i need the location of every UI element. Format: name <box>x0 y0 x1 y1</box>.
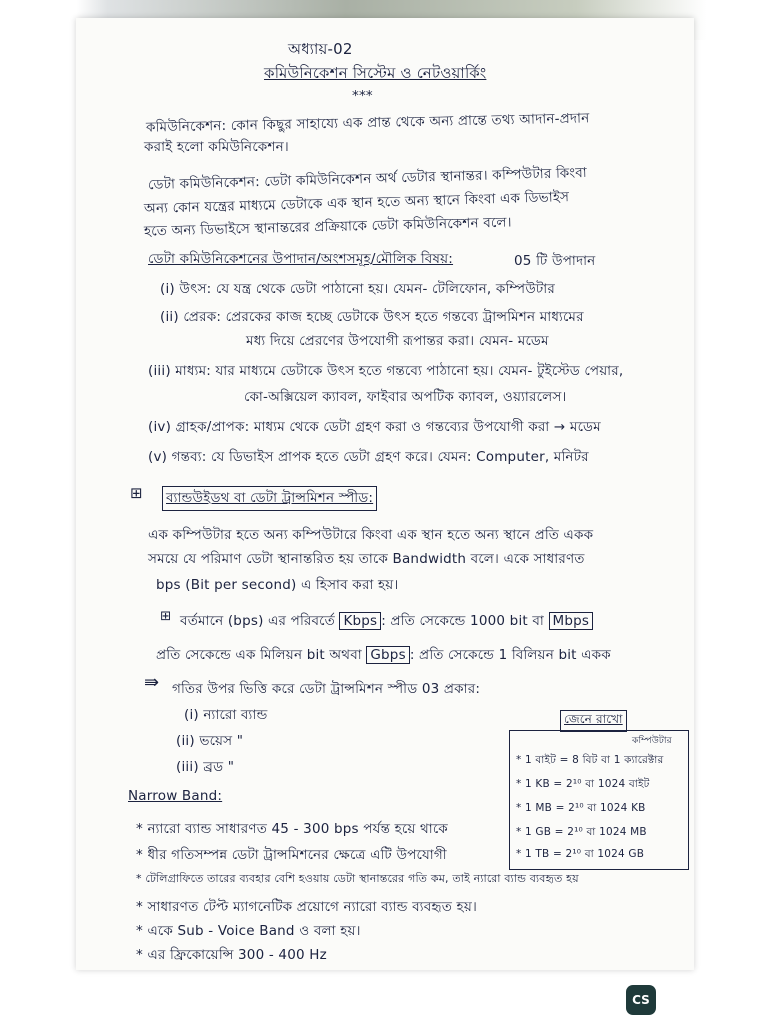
lesson-heading: অধ্যায়-02 <box>288 40 353 58</box>
narrow-band-bullet-4: * সাধারণত টেপ্ট ম্যাগনেটিক প্রয়োগে ন্যারো ব্যান্ড ব্যবহৃত হয়। <box>136 899 478 915</box>
memory-row-byte: * 1 বাইট = 8 বিট বা 1 ক্যারেক্টার <box>516 754 664 766</box>
narrow-band-bullet-6: * এর ফ্রিকোয়েন্সি 300 - 400 Hz <box>136 947 327 963</box>
speed-types-heading: গতির উপর ভিত্তি করে ডেটা ট্রান্সমিশন স্পীড 03 প্রকার: <box>172 681 481 697</box>
component-item-sender-line-2: মধ্য দিয়ে প্রেরণের উপযোগী রূপান্তর করা। যেমন- মডেম <box>246 333 549 349</box>
component-item-sender-line-1: (ii) প্রেরক: প্রেরকের কাজ হচ্ছে ডেটাকে উৎস হতে গন্তব্যে ট্রান্সমিশন মাধ্যমের <box>160 309 584 325</box>
notebook-page <box>76 18 694 970</box>
memory-row-gb: * 1 GB = 2¹⁰ বা 1024 MB <box>516 826 647 838</box>
mbps-unit: Mbps <box>549 612 594 630</box>
speed-type-broad: (iii) ব্রড " <box>176 759 235 775</box>
units-line-2-post: : প্রতি সেকেন্ডে 1 বিলিয়ন bit একক <box>409 647 611 663</box>
bandwidth-para-line-1: এক কম্পিউটার হতে অন্য কম্পিউটারে কিংবা এক স্থান হতে অন্য স্থানে প্রতি একক <box>148 527 594 543</box>
bandwidth-para-line-2: সময়ে যে পরিমাণ ডেটা স্থানান্তরিত হয় তাকে Bandwidth বলে। একে সাধারণত <box>148 551 585 567</box>
memory-table-corner: কম্পিউটার <box>632 736 672 746</box>
narrow-band-bullet-3: * টেলিগ্রাফিতে তারের ব্যবহার বেশি হওয়ায় ডেটা স্থানান্তরের গতি কম, তাই ন্যারো ব্যান্ড ব্যবহৃত হয় <box>136 872 579 885</box>
narrow-band-heading: Narrow Band: <box>128 788 223 804</box>
component-item-source: (i) উৎস: যে যন্ত্র থেকে ডেটা পাঠানো হয়। যেমন- টেলিফোন, কম্পিউটার <box>160 281 556 297</box>
component-item-medium-line-1: (iii) মাধ্যম: যার মাধ্যমে ডেটাকে উৎস হতে গন্তব্যে পাঠানো হয়। যেমন- টুইস্টেড পেয়ার, <box>148 363 624 379</box>
gbps-unit: Gbps <box>366 646 409 664</box>
narrow-band-bullet-1: * ন্যারো ব্যান্ড সাধারণত 45 - 300 bps পর্যন্ত হয়ে থাকে <box>136 821 448 837</box>
units-line-1-mid: : প্রতি সেকেন্ডে 1000 bit বা <box>381 613 545 629</box>
units-line-2-pre: প্রতি সেকেন্ডে এক মিলিয়ন bit অথবা <box>156 647 362 663</box>
narrow-band-bullet-2: * ধীর গতিসম্পন্ন ডেটা ট্রান্সমিশনের ক্ষেত্রে এটি উপযোগী <box>136 847 447 863</box>
data-comm-def-line-1: ডেটা কমিউনিকেশন: ডেটা কমিউনিকেশন অর্থ ডেটার স্থানান্তর। কম্পিউটার কিংবা <box>147 164 588 194</box>
kbps-unit: Kbps <box>339 612 381 630</box>
communication-def-line-1: কমিউনিকেশন: কোন কিছুর সাহায্যে এক প্রান্ত থেকে অন্য প্রান্তে তথ্য আদান-প্রদান <box>145 110 590 136</box>
double-arrow-icon: ⇛ <box>144 672 160 693</box>
memory-row-tb: * 1 TB = 2¹⁰ বা 1024 GB <box>516 848 645 860</box>
title-stars: *** <box>352 88 373 104</box>
components-heading: ডেটা কমিউনিকেশনের উপাদান/অংশসমূহ/মৌলিক বিষয়: <box>148 251 454 267</box>
memory-units-table <box>509 730 689 870</box>
narrow-band-bullet-5: * একে Sub - Voice Band ও বলা হয়। <box>136 923 361 939</box>
camscanner-badge: CS <box>626 985 656 1015</box>
component-item-receiver: (iv) গ্রাহক/প্রাপক: মাধ্যম থেকে ডেটা গ্রহণ করা ও গন্তব্যের উপযোগী করা → মডেম <box>148 419 601 435</box>
component-item-destination: (v) গন্তব্য: যে ডিভাইস প্রাপক হতে ডেটা গ্রহণ করে। যেমন: Computer, মনিটর <box>148 449 589 465</box>
data-comm-def-line-2: অন্য কোন যন্ত্রের মাধ্যমে ডেটাকে এক স্থান হতে অন্য স্থানে কিংবা এক ডিভাইস <box>143 189 570 217</box>
memory-table-title: জেনে রাখো <box>560 710 627 732</box>
communication-def-line-2: করাই হলো কমিউনিকেশন। <box>144 139 289 155</box>
speed-type-voice: (ii) ভয়েস " <box>176 733 244 749</box>
data-comm-def-line-3: হতে অন্য ডিভাইসে স্থানান্তরের প্রক্রিয়াকে ডেটা কমিউনিকেশন বলে। <box>143 214 512 240</box>
components-count: 05 টি উপাদান <box>514 253 596 269</box>
units-line-1-pre: বর্তমানে (bps) এর পরিবর্তে <box>180 613 335 629</box>
component-item-medium-line-2: কো-অক্সিয়েল ক্যাবল, ফাইবার অপটিক ক্যাবল, ওয়্যারলেস। <box>244 389 567 405</box>
units-line-2 <box>156 644 611 667</box>
speed-type-narrow: (i) ন্যারো ব্যান্ড <box>184 707 268 723</box>
memory-row-mb: * 1 MB = 2¹⁰ বা 1024 KB <box>516 802 646 814</box>
bandwidth-square-icon: ⊞ <box>130 484 143 502</box>
units-square-icon: ⊞ <box>160 608 172 624</box>
bandwidth-para-line-3: bps (Bit per second) এ হিসাব করা হয়। <box>156 577 399 593</box>
units-line-1 <box>180 610 593 633</box>
memory-row-kb: * 1 KB = 2¹⁰ বা 1024 বাইট <box>516 778 650 790</box>
bandwidth-heading: ব্যান্ডউইডথ বা ডেটা ট্রান্সমিশন স্পীড: <box>162 486 377 511</box>
chapter-title: কমিউনিকেশন সিস্টেম ও নেটওয়ার্কিং <box>264 64 487 82</box>
